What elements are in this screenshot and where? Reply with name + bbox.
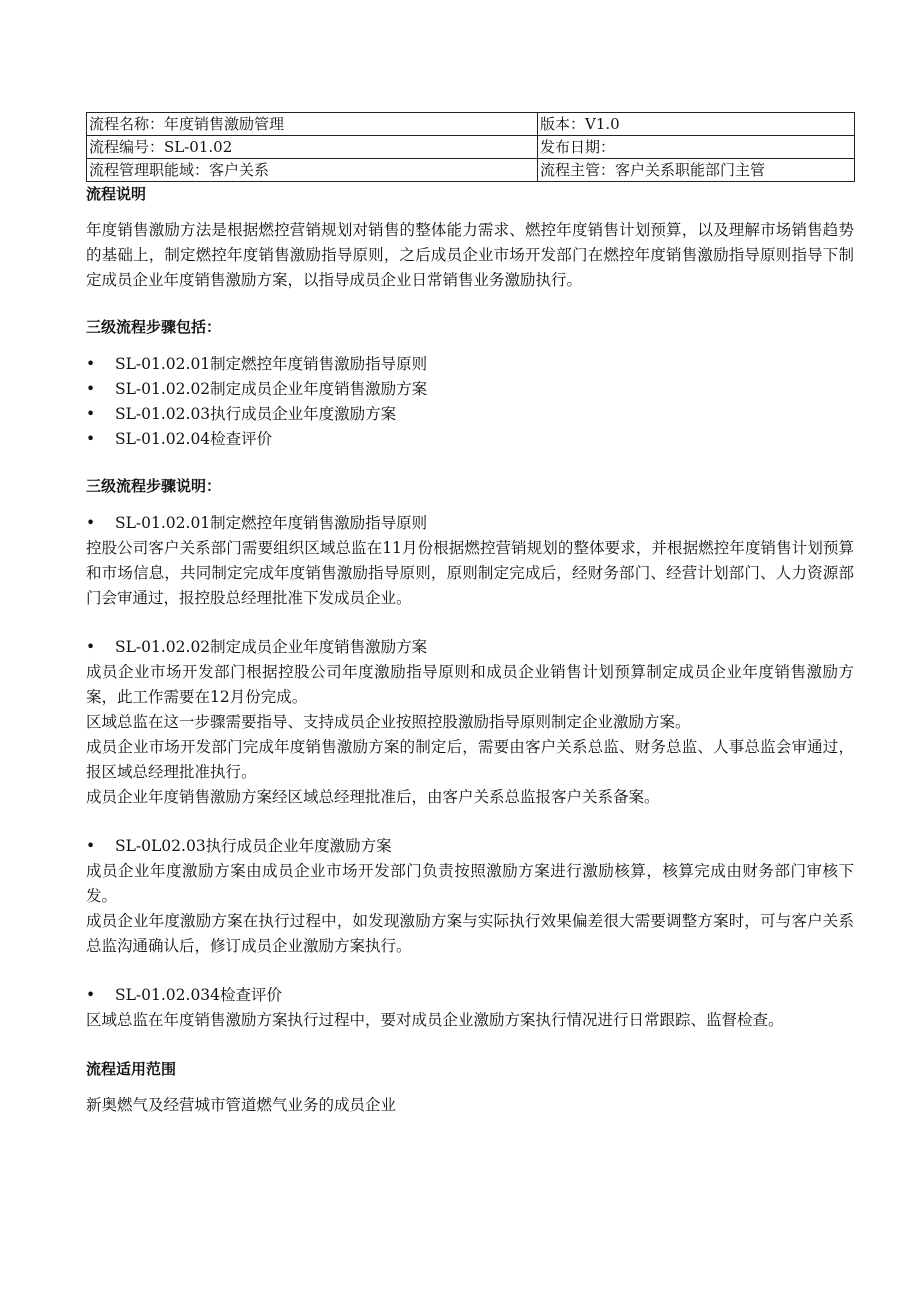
bullet-icon: •: [86, 380, 96, 398]
step-section-text: 控股公司客户关系部门需要组织区域总监在11月份根据燃控营销规划的整体要求，并根据燃控年度销售计划预算和市场信息，共同制定完成年度销售激励指导原则，原则制定完成后，经财务部门、经营计划部门、人力资源部门会审通过，报控股总经理批准下发成员企业。: [86, 539, 854, 607]
bullet-icon: •: [86, 638, 96, 656]
step-section-title: • SL-01.02.02制定成员企业年度销售激励方案: [86, 635, 854, 660]
step-section-text: 成员企业市场开发部门根据控股公司年度激励指导原则和成员企业销售计划预算制定成员企业年度销售激励方案，此工作需要在12月份完成。: [86, 663, 854, 706]
step-section-title: • SL-0L02.03执行成员企业年度激励方案: [86, 834, 854, 859]
publish-date-cell: 发布日期：: [538, 136, 855, 159]
step-section-text: 成员企业年度激励方案在执行过程中，如发现激励方案与实际执行效果偏差很大需要调整方案时，可与客户关系总监沟通确认后，修订成员企业激励方案执行。: [86, 912, 854, 955]
document-page: [86, 112, 854, 1118]
scope-text: 新奥燃气及经营城市管道燃气业务的成员企业: [86, 1096, 397, 1114]
list-item: • SL-01.02.01制定燃控年度销售激励指导原则: [86, 352, 854, 377]
description-text: 年度销售激励方法是根据燃控营销规划对销售的整体能力需求、燃控年度销售计划预算，以及理解市场销售趋势的基础上，制定燃控年度销售激励指导原则，之后成员企业市场开发部门在燃控年度销售激励指导原则指导下制定成员企业年度销售激励方案，以指导成员企业日常销售业务激励执行。: [86, 221, 854, 289]
process-name-cell: 流程名称：年度销售激励管理: [87, 113, 538, 136]
bullet-icon: •: [86, 514, 96, 532]
step-section-1: [86, 511, 854, 611]
description-heading: 流程说明: [86, 185, 147, 203]
step-section-3: [86, 834, 854, 959]
bullet-icon: •: [86, 837, 96, 855]
process-domain-cell: 流程管理职能域：客户关系: [87, 159, 538, 182]
step-section-4: [86, 983, 854, 1033]
version-cell: 版本：V1.0: [538, 113, 855, 136]
list-item: • SL-01.02.03执行成员企业年度激励方案: [86, 402, 854, 427]
step-section-text: 成员企业年度销售激励方案经区域总经理批准后，由客户关系总监报客户关系备案。: [86, 788, 660, 806]
bullet-icon: •: [86, 355, 96, 373]
step-section-text: 成员企业市场开发部门完成年度销售激励方案的制定后，需要由客户关系总监、财务总监、人事总监会审通过，报区域总经理批准执行。: [86, 738, 854, 781]
process-owner-cell: 流程主管：客户关系职能部门主管: [538, 159, 855, 182]
steps-list: [86, 352, 854, 452]
step-section-2: [86, 635, 854, 810]
process-meta-table: [86, 112, 855, 182]
step-section-text: 成员企业年度激励方案由成员企业市场开发部门负责按照激励方案进行激励核算，核算完成由财务部门审核下发。: [86, 862, 854, 905]
step-section-title: • SL-01.02.01制定燃控年度销售激励指导原则: [86, 511, 854, 536]
scope-heading: 流程适用范围: [86, 1060, 177, 1078]
bullet-icon: •: [86, 405, 96, 423]
steps-list-heading: 三级流程步骤包括：: [86, 318, 222, 336]
step-section-text: 区域总监在年度销售激励方案执行过程中，要对成员企业激励方案执行情况进行日常跟踪、监督检查。: [86, 1011, 784, 1029]
step-section-title: • SL-01.02.034检查评价: [86, 983, 854, 1008]
list-item: • SL-01.02.04检查评价: [86, 427, 854, 452]
step-section-text: 区域总监在这一步骤需要指导、支持成员企业按照控股激励指导原则制定企业激励方案。: [86, 713, 691, 731]
bullet-icon: •: [86, 986, 96, 1004]
steps-detail-heading: 三级流程步骤说明：: [86, 477, 222, 495]
process-code-cell: 流程编号：SL-01.02: [87, 136, 538, 159]
bullet-icon: •: [86, 430, 96, 448]
list-item: • SL-01.02.02制定成员企业年度销售激励方案: [86, 377, 854, 402]
